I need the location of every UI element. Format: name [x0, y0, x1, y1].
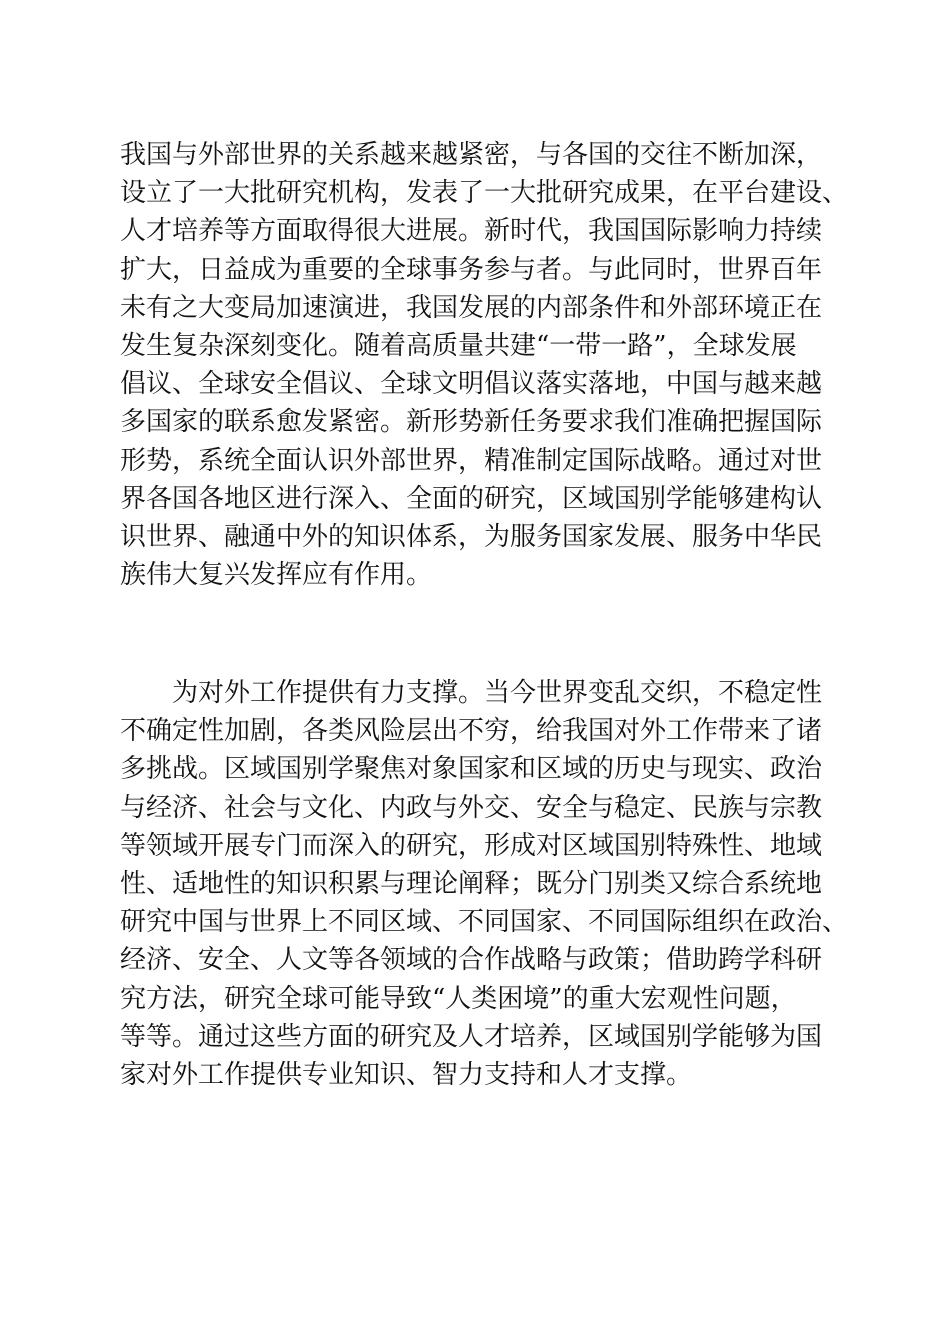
text-line: 我国与外部世界的关系越来越紧密，与各国的交往不断加深， — [120, 140, 823, 170]
text-line: 为对外工作提供有力支撑。当今世界变乱交织，不稳定性 — [172, 678, 823, 708]
text-line: 研究中国与世界上不同区域、不同国家、不同国际组织在政治、 — [120, 907, 849, 938]
text-line: 性、适地性的知识积累与理论阐释；既分门别类又综合系统地 — [120, 868, 823, 899]
text-line: 族伟大复兴发挥应有作用。 — [120, 560, 433, 591]
paragraph-2 — [120, 674, 849, 1094]
text-line: 未有之大变局加速演进，我国发展的内部条件和外部环境正在 — [120, 292, 823, 323]
text-line: 形势，系统全面认识外部世界，精准制定国际战略。通过对世 — [120, 445, 823, 476]
text-line: 多挑战。区域国别学聚焦对象国家和区域的历史与现实、政治 — [120, 754, 823, 785]
text-line: 不确定性加剧，各类风险层出不穷，给我国对外工作带来了诸 — [120, 716, 823, 747]
text-line: 发生复杂深刻变化。随着高质量共建“一带一路”，全球发展 — [120, 330, 797, 361]
text-line: 等领域开展专门而深入的研究，形成对区域国别特殊性、地域 — [120, 830, 823, 861]
text-line: 经济、安全、人文等各领域的合作战略与政策；借助跨学科研 — [120, 945, 823, 976]
text-line: 扩大，日益成为重要的全球事务参与者。与此同时，世界百年 — [120, 254, 823, 285]
text-line: 设立了一大批研究机构，发表了一大批研究成果，在平台建设、 — [120, 178, 849, 209]
text-line: 识世界、融通中外的知识体系，为服务国家发展、服务中华民 — [120, 521, 823, 552]
text-line: 与经济、社会与文化、内政与外交、安全与稳定、民族与宗教 — [120, 792, 823, 823]
text-line: 等等。通过这些方面的研究及人才培养，区域国别学能够为国 — [120, 1021, 823, 1052]
text-line: 家对外工作提供专业知识、智力支持和人才支撑。 — [120, 1059, 693, 1090]
text-line: 倡议、全球安全倡议、全球文明倡议落实落地，中国与越来越 — [120, 369, 823, 400]
text-line: 究方法，研究全球可能导致“人类困境”的重大宏观性问题， — [120, 983, 797, 1014]
text-line: 多国家的联系愈发紧密。新形势新任务要求我们准确把握国际 — [120, 407, 823, 438]
text-line: 界各国各地区进行深入、全面的研究，区域国别学能够建构认 — [120, 483, 823, 514]
text-line: 人才培养等方面取得很大进展。新时代，我国国际影响力持续 — [120, 216, 823, 247]
paragraph-1 — [120, 136, 849, 594]
